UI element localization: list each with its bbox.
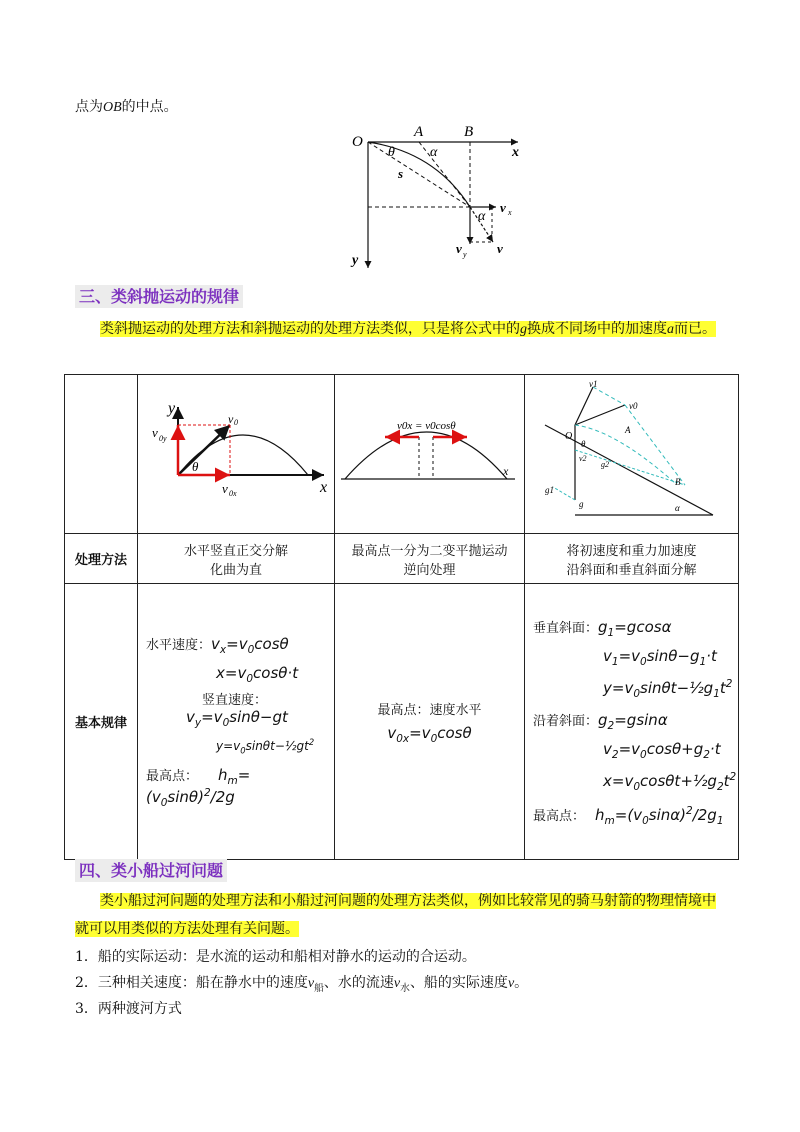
svg-text:y: y <box>463 250 467 259</box>
section4-item3: 3．两种渡河方式 <box>75 1001 182 1017</box>
label-vy: v <box>456 241 462 256</box>
section3-desc: 类斜抛运动的处理方法和斜抛运动的处理方法类似，只是将公式中的g换成不同场中的加速度a而已。 <box>100 321 716 337</box>
rule-row <box>65 584 739 860</box>
rule-col3: 垂直斜面：$g_1=gcos\alpha$ $v_1=v_0\sin\theta-g_1\cdot t$ $y=v_0\sin\theta t-\frac{1}{2}g_1t^2$ 沿着斜面：$g_2=gsin\alpha$ $v_2=v_0\cos\theta+g_2\cdot t$ $x=v_0\cos\theta t+\frac{1}{2}g_2t^2$ 最高点： $h_m=(v_0\sin\alpha)^2/2g_1$ <box>525 584 739 860</box>
svg-text:v1: v1 <box>589 379 598 389</box>
method-label: 处理方法 <box>65 534 138 584</box>
svg-text:v2: v2 <box>579 454 587 463</box>
tangent-line <box>419 142 470 207</box>
svg-text:0: 0 <box>234 418 238 427</box>
svg-text:θ: θ <box>581 439 586 449</box>
section4-desc-line2: 就可以用类似的方法处理有关问题。 <box>75 921 299 937</box>
rule-label: 基本规律 <box>65 584 138 860</box>
projectile-diagram <box>340 122 530 272</box>
displacement-line <box>368 142 470 207</box>
svg-text:v0x = v0cosθ: v0x = v0cosθ <box>397 420 456 432</box>
section3-title: 三、类斜抛运动的规律 <box>75 284 243 307</box>
label-theta: θ <box>388 145 395 160</box>
svg-text:A: A <box>625 425 631 435</box>
figure-row <box>65 375 739 534</box>
svg-text:x: x <box>508 208 512 217</box>
svg-text:B: B <box>675 477 681 487</box>
svg-text:x: x <box>503 464 509 478</box>
svg-text:g: g <box>579 499 584 509</box>
svg-text:x: x <box>320 479 328 496</box>
svg-text:0y: 0y <box>159 434 167 443</box>
svg-text:0x: 0x <box>229 489 237 498</box>
rule-col1: 水平速度：$v_x=v_0\cos\theta$ $x=v_0\cos\theta\cdot t$ 竖直速度： $v_y=v_0\sin\theta-gt$ $y=v_0\sin\theta t-\frac{1}{2}gt^2$ 最高点： $h_m=(v_0\sin\theta)^2/2g$ <box>138 584 335 860</box>
fig-highest-point <box>335 375 525 534</box>
section4-item2: 2．三种相关速度：船在静水中的速度$v_船$、水的流速$v_水$、船的实际速度v。 <box>75 975 529 994</box>
label-O: O <box>352 134 363 150</box>
fig-incline <box>525 375 739 534</box>
section4-item1: 1．船的实际运动：是水流的运动和船相对静水的运动的合运动。 <box>75 949 476 965</box>
svg-text:O: O <box>565 431 573 442</box>
svg-text:g1: g1 <box>545 485 554 495</box>
section4-desc-line1: 类小船过河问题的处理方法和小船过河问题的处理方法类似，例如比较常见的骑马射箭的物理情境中 <box>100 893 716 909</box>
label-v: v <box>497 241 503 256</box>
svg-text:v: v <box>152 425 158 440</box>
svg-text:v: v <box>222 481 228 496</box>
rules-table <box>64 374 739 860</box>
svg-text:v0: v0 <box>629 401 638 411</box>
label-y: y <box>352 253 359 268</box>
label-A: A <box>414 124 424 140</box>
label-B: B <box>464 124 474 140</box>
rule-col2: 最高点：速度水平 $v_{0x}=v_0\cos\theta$ <box>335 584 525 860</box>
section4-title: 四、类小船过河问题 <box>75 858 227 881</box>
trajectory <box>368 142 470 207</box>
svg-text:α: α <box>675 503 680 513</box>
svg-text:y: y <box>168 400 176 417</box>
label-alpha-2: α <box>478 209 486 224</box>
label-alpha: α <box>430 145 438 160</box>
fig-oblique <box>138 375 335 534</box>
svg-text:θ: θ <box>192 459 199 474</box>
method-row: 处理方法 水平竖直正交分解 化曲为直 最高点一分为二变平抛运动 逆向处理 将初速度和重力加速度 沿斜面和垂直斜面分解 <box>65 534 739 584</box>
svg-text:g2: g2 <box>601 460 609 469</box>
svg-text:v: v <box>228 412 234 426</box>
intro-line: 点为OB的中点。 <box>75 99 178 115</box>
label-s: s <box>398 166 404 181</box>
label-x: x <box>512 145 519 160</box>
label-vx: v <box>500 200 506 215</box>
